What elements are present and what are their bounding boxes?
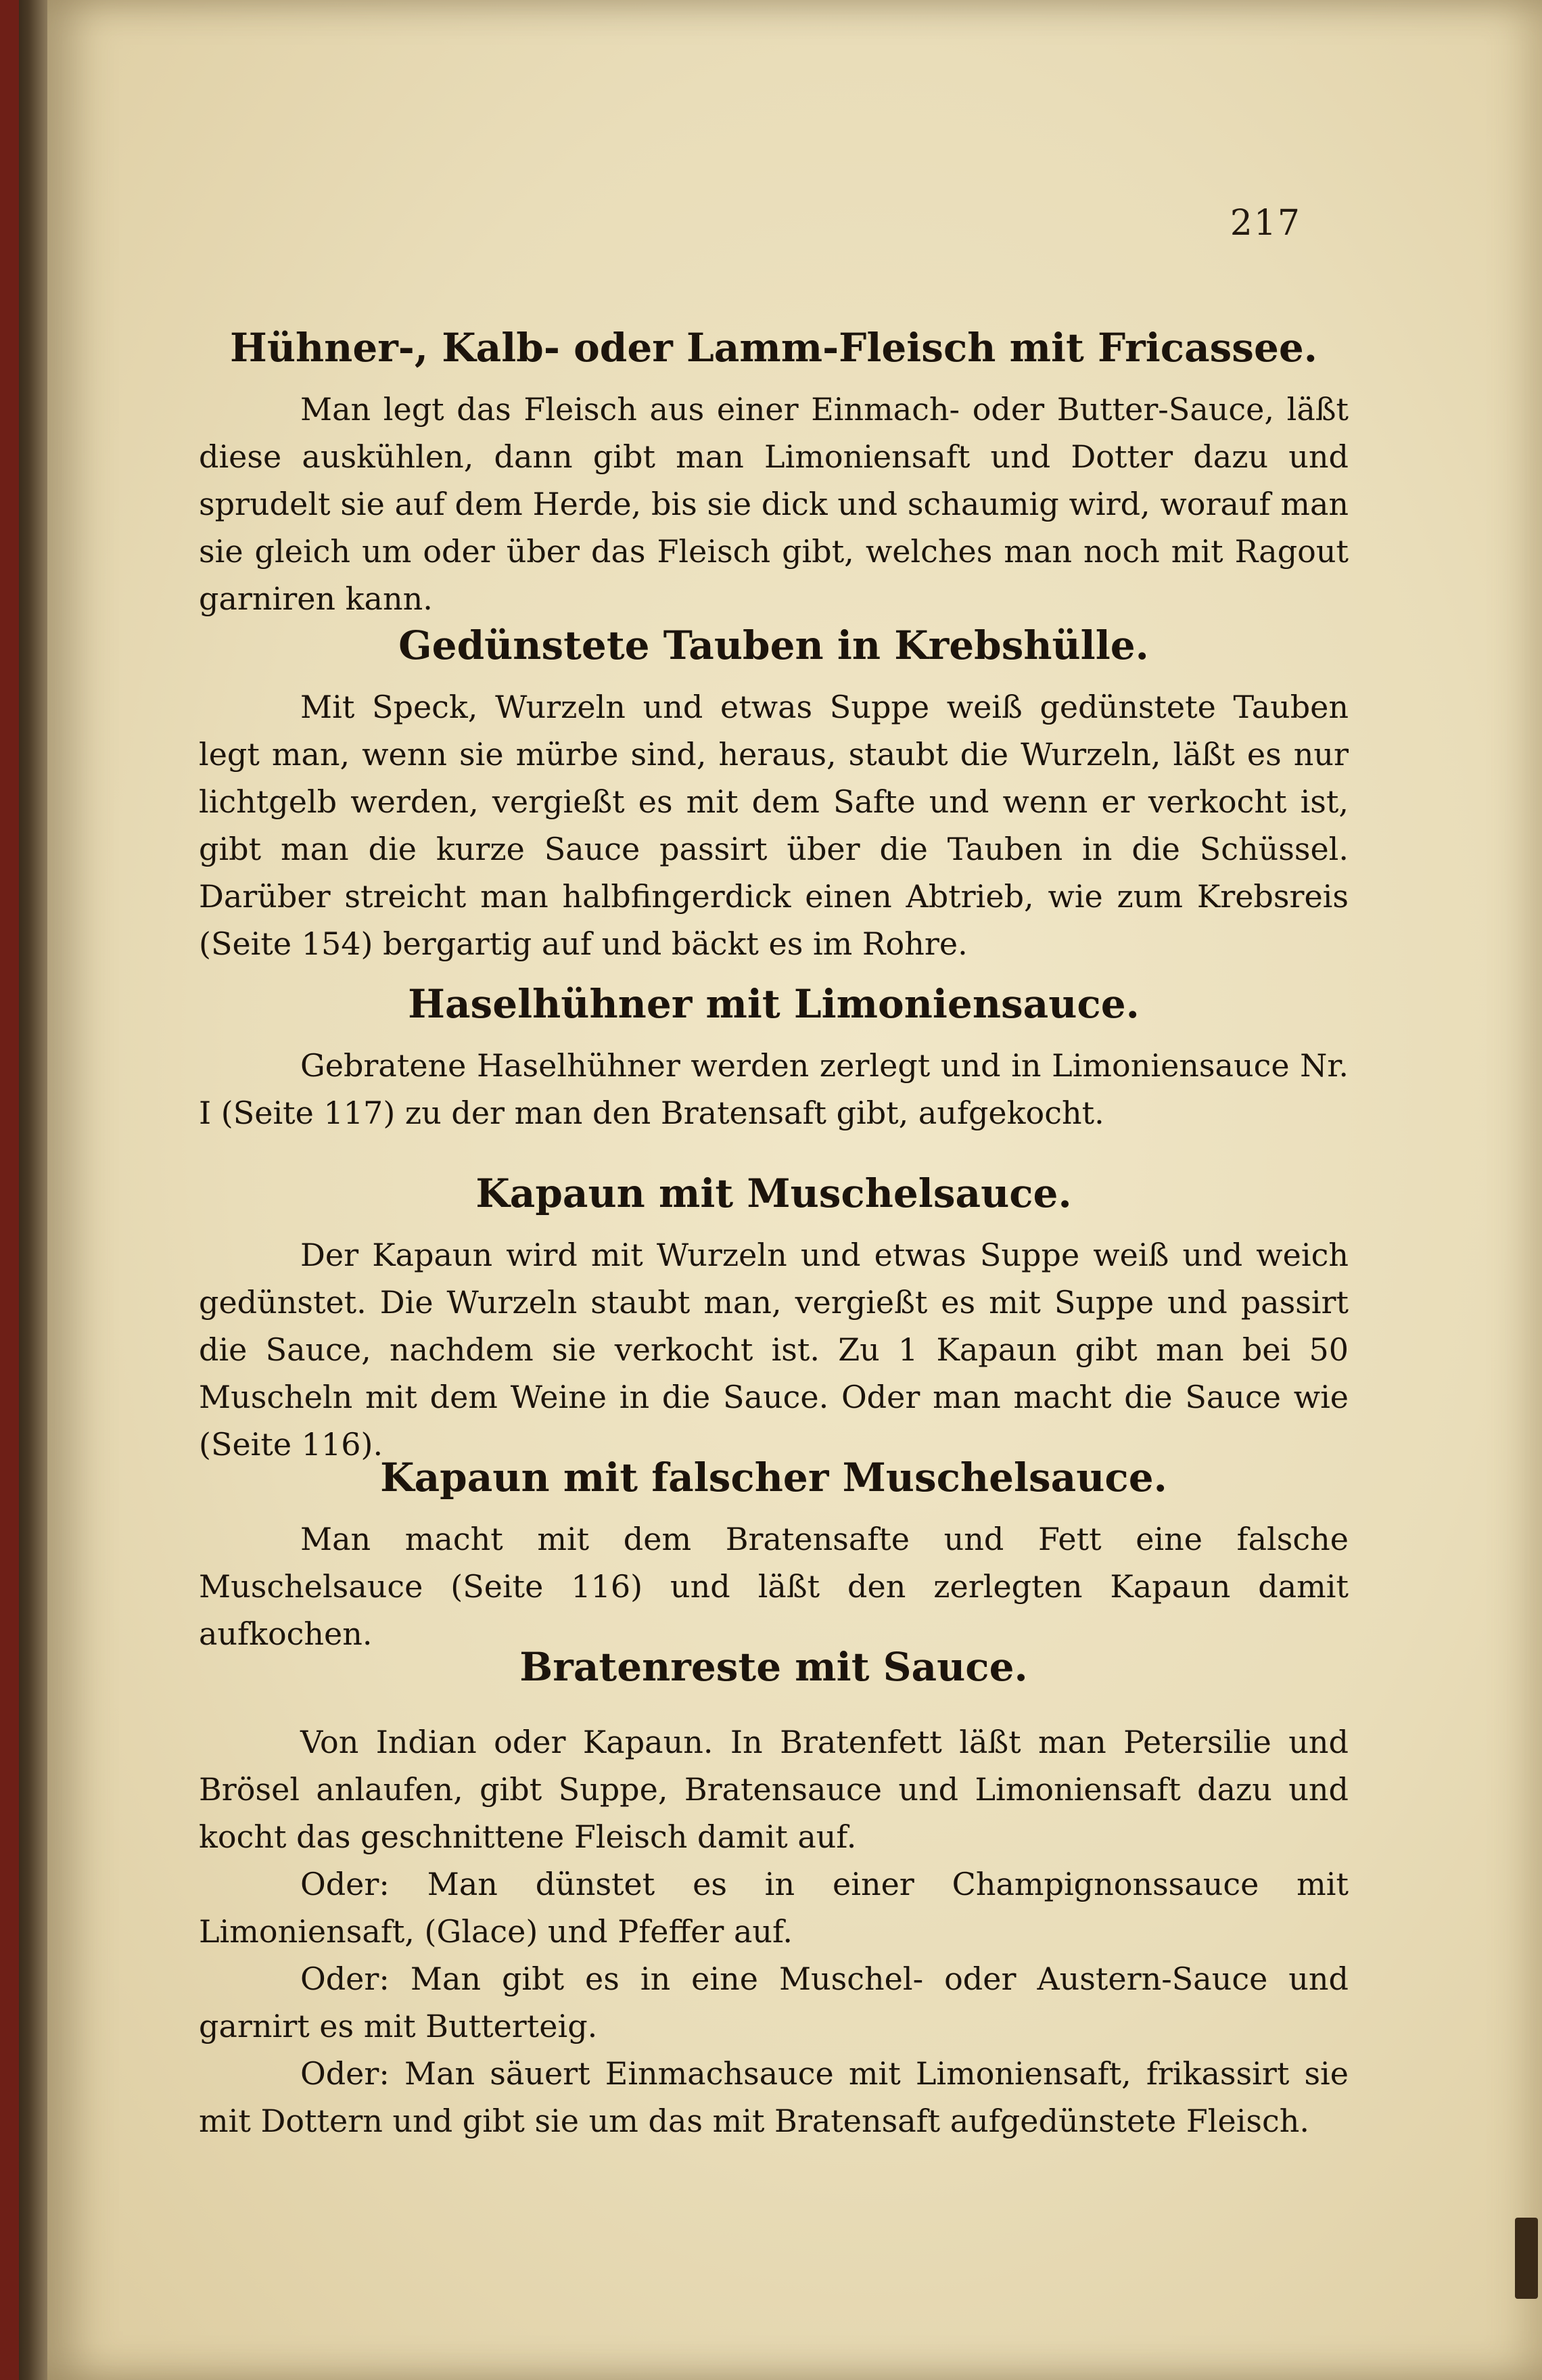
- previous-page-edge: [0, 0, 19, 2380]
- recipe-paragraph: Oder: Man säuert Einmachsauce mit Limoniensaft, frikassirt sie mit Dottern und gibt sie um das mit Bratensaft aufgedünstete Fleisch.: [199, 2055, 1349, 2139]
- recipe-paragraph: Oder: Man dünstet es in einer Champignonssauce mit Limoniensaft, (Glace) und Pfeffer auf.: [199, 1865, 1349, 1950]
- page-number: 217: [1230, 203, 1301, 244]
- recipe-paragraph: Man macht mit dem Bratensafte und Fett eine falsche Muschelsauce (Seite 116) und läßt den zerlegten Kapaun damit aufkochen.: [199, 1520, 1349, 1652]
- recipe-section: [199, 1455, 1349, 1657]
- recipe-section: [199, 622, 1349, 967]
- recipe-section: [199, 1644, 1349, 2145]
- book-page: [47, 0, 1542, 2380]
- recipe-paragraph: Mit Speck, Wurzeln und etwas Suppe weiß gedünstete Tauben legt man, wenn sie mürbe sind, heraus, staubt die Wurzeln, läßt es nur lichtgelb werden, vergießt es mit dem Safte und wenn er verkocht ist, gibt man die kurze Sauce passirt über die Tauben in die Schüssel. Darüber streicht man halbfingerdick einen Abtrieb, wie zum Krebsreis (Seite 154) bergartig auf und bäckt es im Rohre.: [199, 688, 1349, 962]
- recipe-title: Kapaun mit Muschelsauce.: [475, 1170, 1072, 1216]
- recipe-paragraph: Gebratene Haselhühner werden zerlegt und in Limoniensauce Nr. I (Seite 117) zu der man den Bratensaft gibt, aufgekocht.: [199, 1047, 1349, 1131]
- recipe-title: Bratenreste mit Sauce.: [519, 1644, 1028, 1690]
- recipe-title: Hühner-, Kalb- oder Lamm-Fleisch mit Fricassee.: [230, 325, 1317, 371]
- recipe-section: [199, 325, 1349, 622]
- recipe-paragraph: Man legt das Fleisch aus einer Einmach- oder Butter-Sauce, läßt diese auskühlen, dann gibt man Limoniensaft und Dotter dazu und sprudelt sie auf dem Herde, bis sie dick und schaumig wird, worauf man sie gleich um oder über das Fleisch gibt, welches man noch mit Ragout garniren kann.: [199, 390, 1349, 617]
- recipe-paragraph: Oder: Man gibt es in eine Muschel- oder Austern-Sauce und garnirt es mit Butterteig.: [199, 1960, 1349, 2044]
- recipe-paragraph: Von Indian oder Kapaun. In Bratenfett läßt man Petersilie und Brösel anlaufen, gibt Suppe, Bratensauce und Limoniensaft dazu und kocht das geschnittene Fleisch damit auf.: [199, 1723, 1349, 1855]
- page-tab-marker: [1515, 2218, 1538, 2299]
- recipe-section: [199, 981, 1349, 1137]
- recipe-title: Kapaun mit falscher Muschelsauce.: [380, 1455, 1167, 1501]
- recipe-title: Gedünstete Tauben in Krebshülle.: [398, 622, 1149, 668]
- recipe-title: Haselhühner mit Limoniensauce.: [408, 981, 1140, 1027]
- recipe-section: [199, 1170, 1349, 1468]
- recipe-paragraph: Der Kapaun wird mit Wurzeln und etwas Suppe weiß und weich gedünstet. Die Wurzeln staubt man, vergießt es mit Suppe und passirt die Sauce, nachdem sie verkocht ist. Zu 1 Kapaun gibt man bei 50 Muscheln mit dem Weine in die Sauce. Oder man macht die Sauce wie (Seite 116).: [199, 1236, 1349, 1463]
